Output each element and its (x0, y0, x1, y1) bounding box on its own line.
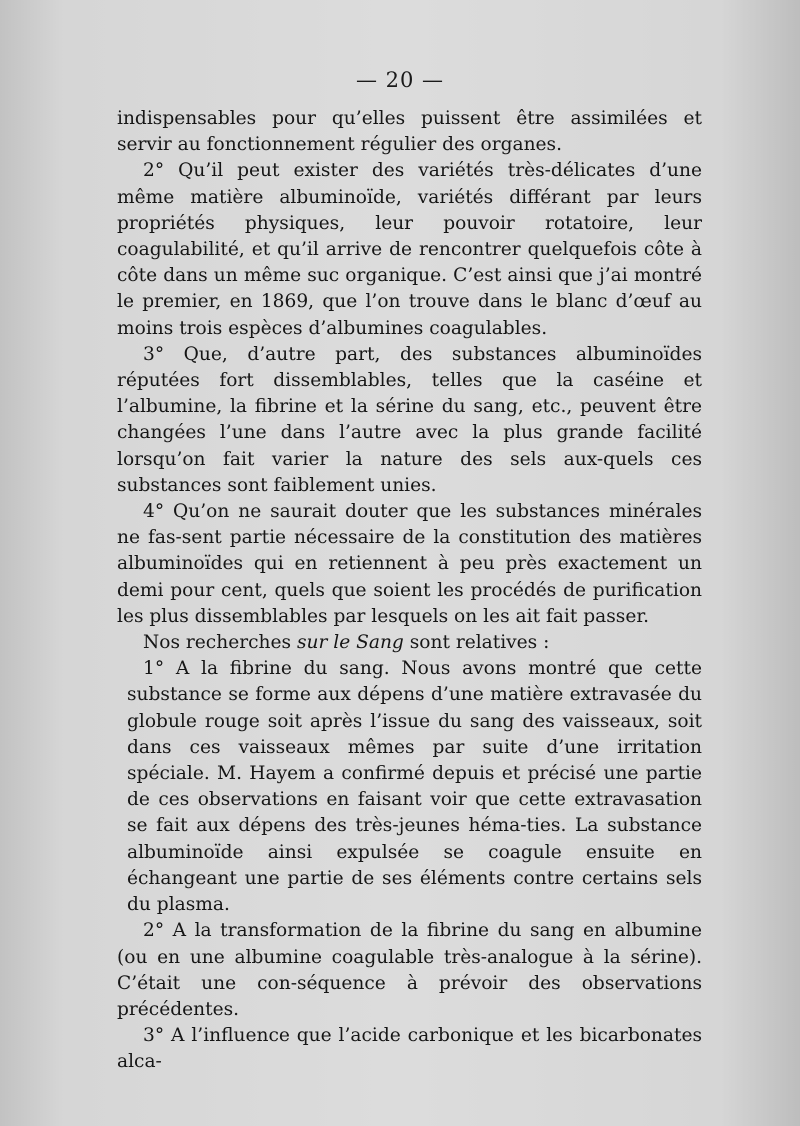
intro-after: sont relatives : (403, 632, 550, 654)
page-number: — 20 — (355, 68, 445, 92)
paragraph-sang-intro (117, 630, 702, 656)
body-text (117, 106, 702, 1076)
list-item-acide-carbonique: 3° A l’influence que l’acide carbonique et les bicarbonates alca- (117, 1025, 702, 1073)
intro-emphasis: sur le Sang (296, 632, 404, 654)
list-item-transformation: 2° A la transformation de la fibrine du sang en albumine (ou en une albumine coagulable très-analogue à la sérine). C’était une con-séquence à prévoir des observations précédentes. (117, 920, 702, 1020)
list-item-fibrine: 1° A la fibrine du sang. Nous avons montré que cette substance se forme aux dépens d’une matière extravasée du globule rouge soit après l’issue du sang des vaisseaux, soit dans ces vaisseaux mêmes par suite d’une irritation spéciale. M. Hayem a confirmé depuis et précisé une partie de ces observations en faisant voir que cette extravasation se fait aux dépens des très-jeunes héma-ties. La substance albuminoïde ainsi expulsée se coagule ensuite en échangeant une partie de ses éléments contre certains sels du plasma. (127, 658, 702, 916)
paragraph-continuation: indispensables pour qu’elles puissent être assimilées et servir au fonctionnement régulier des organes. (117, 108, 702, 156)
paragraph-point-4: 4° Qu’on ne saurait douter que les substances minérales ne fas-sent partie nécessaire de la constitution des matières albuminoïdes qui en retiennent à peu près exactement un demi pour cent, quels que soient les procédés de purification les plus dissemblables par lesquels on les ait fait passer. (117, 501, 702, 627)
paragraph-point-3: 3° Que, d’autre part, des substances albuminoïdes réputées fort dissemblables, telles que la caséine et l’albumine, la fibrine et la sérine du sang, etc., peuvent être changées l’une dans l’autre avec la plus grande facilité lorsqu’on fait varier la nature des sels aux-quels ces substances sont faiblement unies. (117, 343, 702, 496)
paragraph-point-2: 2° Qu’il peut exister des variétés très-délicates d’une même matière albuminoïde, variétés différant par leurs propriétés physiques, leur pouvoir rotatoire, leur coagulabilité, et qu’il arrive de rencontrer quelquefois côte à côte dans un même suc organique. C’est ainsi que j’ai montré le premier, en 1869, que l’on trouve dans le blanc d’œuf au moins trois espèces d’albumines coagulables. (117, 160, 702, 339)
intro-before: Nos recherches (143, 632, 297, 654)
